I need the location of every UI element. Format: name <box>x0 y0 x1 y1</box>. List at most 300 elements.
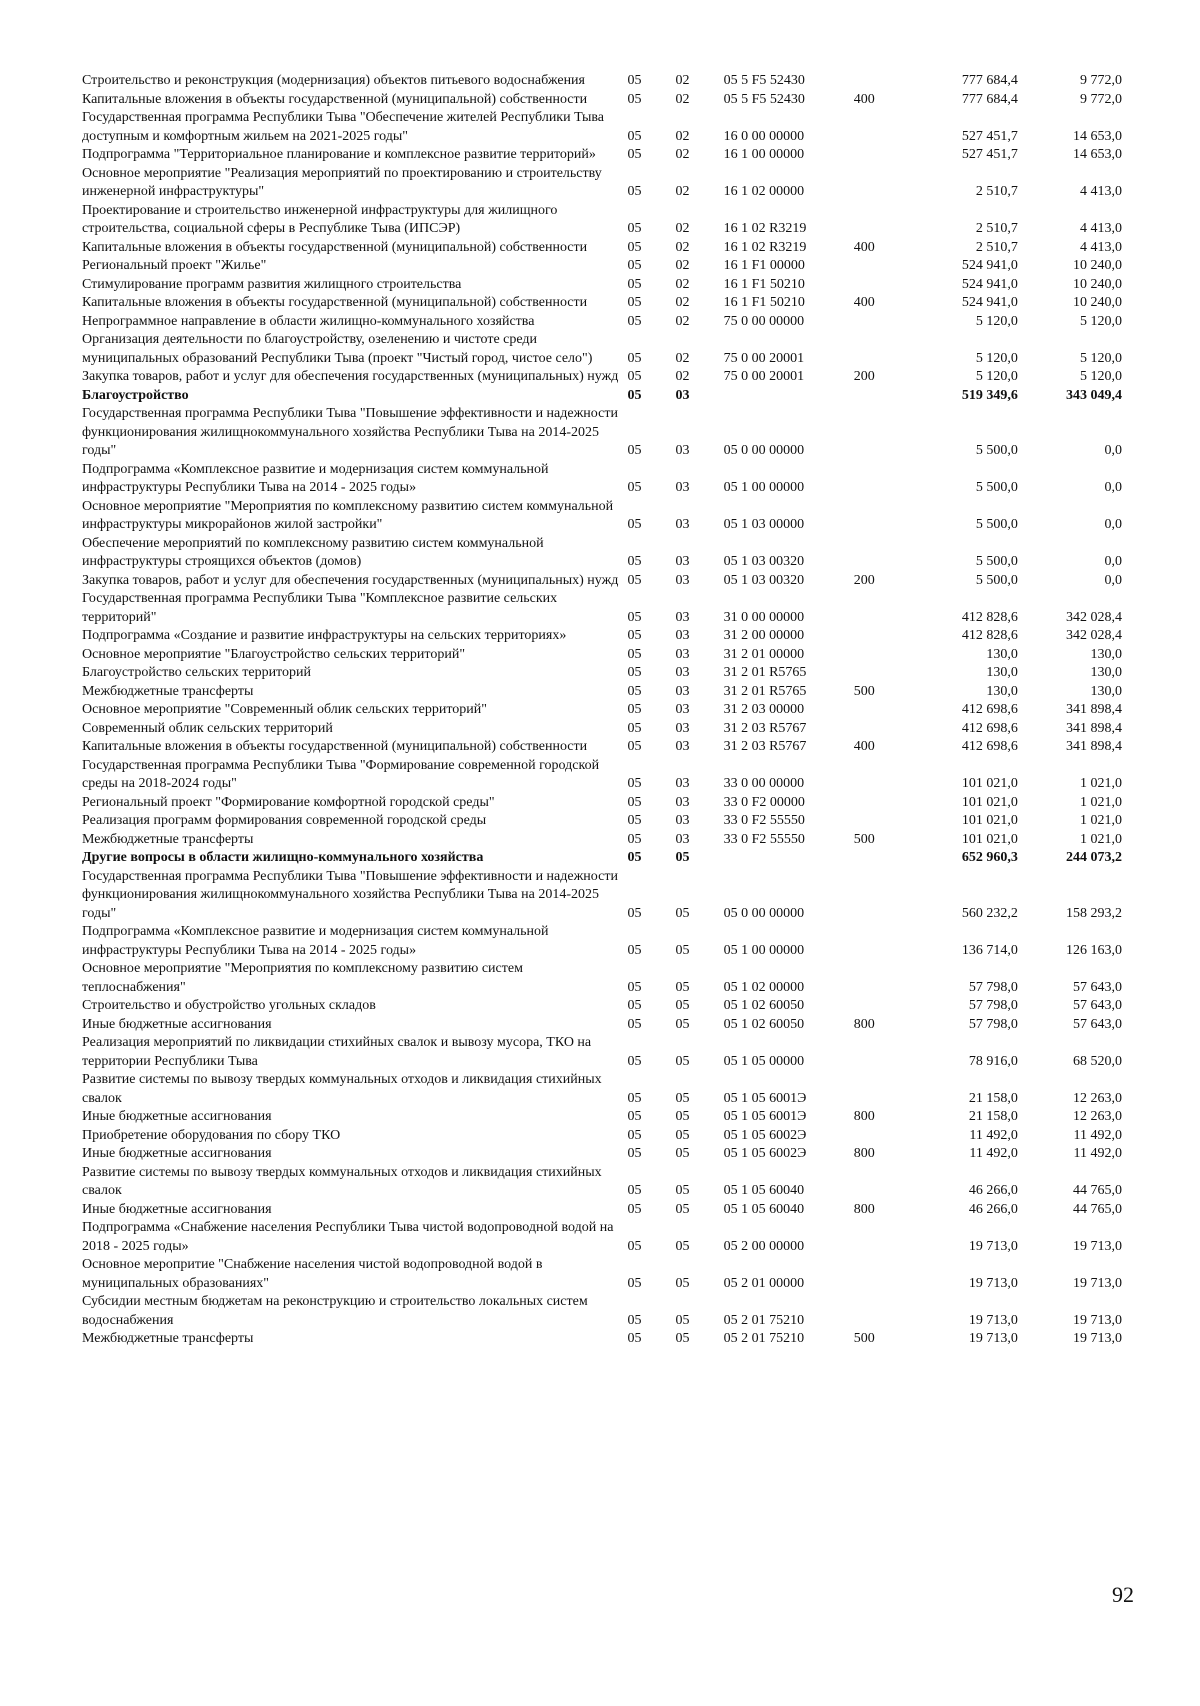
row-section-code: 05 <box>627 1201 642 1217</box>
row-name: Закупка товаров, работ и услуг для обеспечения государственных (муниципальных) нужд <box>82 369 619 384</box>
row-name: Проектирование и строительство инженерной инфраструктуры для жилищного строительства, социальной сферы в Республике Тыва (ИПСЭР) <box>82 202 558 236</box>
budget-table <box>82 72 1122 1349</box>
row-target-article: 05 5 F5 52430 <box>723 73 805 88</box>
row-amount-2: 130,0 <box>1090 683 1122 699</box>
row-subsection-code: 02 <box>675 128 690 144</box>
table-row <box>82 868 1122 924</box>
row-subsection-code: 03 <box>675 776 690 791</box>
row-amount-2: 158 293,2 <box>1066 905 1122 921</box>
row-subsection-code: 02 <box>675 295 690 310</box>
row-section-code: 05 <box>627 1238 642 1254</box>
row-name: Капитальные вложения в объекты государственной (муниципальной) собственности <box>82 295 588 310</box>
row-section-code: 05 <box>627 628 642 643</box>
row-amount-1: 5 500,0 <box>975 480 1018 495</box>
row-subsection-code: 05 <box>675 1053 690 1069</box>
table-row <box>82 1330 1122 1349</box>
row-subsection-code: 03 <box>675 831 690 847</box>
row-target-article: 05 1 05 6002Э <box>723 1127 807 1143</box>
table-row <box>82 720 1122 739</box>
row-amount-1: 101 021,0 <box>961 831 1018 847</box>
row-amount-2: 11 492,0 <box>1073 1127 1122 1143</box>
row-amount-2: 68 520,0 <box>1073 1053 1122 1069</box>
table-row <box>82 202 1122 239</box>
row-amount-2: 11 492,0 <box>1073 1146 1122 1161</box>
row-expense-type: 400 <box>853 91 875 107</box>
row-target-article: 31 2 03 R5767 <box>723 720 807 736</box>
row-name: Иные бюджетные ассигнования <box>82 1146 272 1161</box>
row-name: Межбюджетные трансферты <box>82 1331 254 1346</box>
row-expense-type <box>854 405 914 461</box>
row-subsection-code: 05 <box>675 998 690 1013</box>
row-amount-2: 12 263,0 <box>1073 1090 1122 1106</box>
row-expense-type <box>854 757 914 794</box>
row-section-code: 05 <box>627 720 642 736</box>
row-subsection-code: 02 <box>675 239 690 255</box>
table-row <box>82 960 1122 997</box>
table-row <box>82 1071 1122 1108</box>
row-amount-1: 130,0 <box>986 646 1018 662</box>
row-section-code: 05 <box>627 1331 642 1346</box>
row-name: Развитие системы по вывозу твердых коммунальных отходов и ликвидация стихийных свалок <box>82 1072 602 1106</box>
row-name: Основное мероприятие "Современный облик сельских территорий" <box>82 702 487 717</box>
row-amount-2: 5 120,0 <box>1080 350 1122 366</box>
row-section-code: 05 <box>627 1053 642 1069</box>
row-expense-type <box>854 1256 914 1293</box>
row-amount-2: 57 643,0 <box>1073 1016 1122 1032</box>
row-expense-type <box>854 812 914 831</box>
row-expense-type <box>854 646 914 665</box>
row-target-article: 05 1 05 6001Э <box>723 1109 807 1124</box>
table-row <box>82 849 1122 868</box>
row-expense-type <box>854 165 914 202</box>
row-section-code: 05 <box>627 609 642 625</box>
row-name: Стимулирование программ развития жилищного строительства <box>82 276 462 292</box>
row-amount-1: 5 120,0 <box>975 313 1018 329</box>
row-name: Основное мероприятие "Реализация мероприятий по проектированию и строительству инженерной инфраструктуры" <box>82 165 602 199</box>
row-amount-2: 57 643,0 <box>1073 998 1122 1013</box>
row-target-article: 16 1 02 R3219 <box>723 221 807 236</box>
row-amount-2: 57 643,0 <box>1073 979 1122 995</box>
row-section-code: 05 <box>627 128 642 144</box>
row-expense-type: 800 <box>853 1016 875 1032</box>
row-amount-2: 5 120,0 <box>1080 313 1122 329</box>
row-section-code: 05 <box>627 517 642 532</box>
row-section-code: 05 <box>627 1312 642 1328</box>
row-amount-1: 652 960,3 <box>961 850 1018 865</box>
row-amount-2: 14 653,0 <box>1073 128 1122 144</box>
row-amount-2: 343 049,4 <box>1066 387 1122 403</box>
row-amount-1: 19 713,0 <box>968 1275 1018 1291</box>
row-target-article: 31 2 01 R5765 <box>723 665 807 680</box>
table-row <box>82 831 1122 850</box>
row-section-code: 05 <box>627 313 642 329</box>
table-row <box>82 294 1122 313</box>
row-name: Современный облик сельских территорий <box>82 720 333 736</box>
row-target-article: 05 2 01 75210 <box>723 1331 805 1346</box>
row-expense-type: 800 <box>853 1201 875 1217</box>
row-subsection-code: 05 <box>675 1146 690 1161</box>
row-amount-1: 11 492,0 <box>969 1127 1018 1143</box>
row-amount-2: 19 713,0 <box>1073 1312 1122 1328</box>
row-section-code: 05 <box>627 258 642 273</box>
row-name: Благоустройство сельских территорий <box>82 665 311 680</box>
row-name: Иные бюджетные ассигнования <box>82 1201 272 1217</box>
row-target-article: 05 1 00 00000 <box>723 480 805 495</box>
row-target-article: 16 1 F1 00000 <box>723 258 805 273</box>
row-amount-1: 101 021,0 <box>961 813 1018 828</box>
row-target-article: 33 0 F2 55550 <box>723 813 805 828</box>
table-row <box>82 1108 1122 1127</box>
table-row <box>82 165 1122 202</box>
row-name: Основное мероприятие "Мероприятия по комплексному развитию систем теплоснабжения" <box>82 961 523 995</box>
row-amount-2: 12 263,0 <box>1073 1109 1122 1124</box>
row-amount-1: 101 021,0 <box>961 776 1018 791</box>
row-expense-type <box>854 1071 914 1108</box>
row-expense-type <box>854 794 914 813</box>
row-subsection-code: 03 <box>675 739 690 754</box>
row-section-code: 05 <box>627 665 642 680</box>
row-amount-2: 9 772,0 <box>1080 91 1122 107</box>
row-target-article: 05 2 01 75210 <box>723 1312 805 1328</box>
row-name: Основное меропритие "Снабжение населения чистой водопроводной водой в муниципальных образованиях" <box>82 1257 543 1291</box>
row-section-code: 05 <box>627 998 642 1013</box>
row-section-code: 05 <box>627 73 642 88</box>
row-section-code: 05 <box>627 979 642 995</box>
row-amount-1: 19 713,0 <box>968 1331 1018 1346</box>
row-expense-type <box>854 627 914 646</box>
row-expense-type <box>854 387 914 406</box>
row-subsection-code: 05 <box>675 850 690 865</box>
row-amount-1: 2 510,7 <box>975 221 1018 236</box>
row-subsection-code: 02 <box>675 221 690 236</box>
table-row <box>82 239 1122 258</box>
table-row <box>82 572 1122 591</box>
row-subsection-code: 03 <box>675 387 690 403</box>
table-row <box>82 923 1122 960</box>
row-target-article <box>724 387 854 406</box>
table-row <box>82 1034 1122 1071</box>
table-row <box>82 461 1122 498</box>
row-subsection-code: 05 <box>675 1238 690 1254</box>
table-row <box>82 1201 1122 1220</box>
row-amount-2: 1 021,0 <box>1080 813 1122 828</box>
row-amount-2: 0,0 <box>1104 572 1122 588</box>
row-target-article: 31 2 01 R5765 <box>723 683 807 699</box>
row-expense-type: 800 <box>853 1109 875 1124</box>
row-name: Иные бюджетные ассигнования <box>82 1109 272 1124</box>
row-expense-type: 200 <box>853 572 875 588</box>
row-target-article: 05 0 00 00000 <box>723 905 805 921</box>
row-expense-type <box>854 535 914 572</box>
row-name: Межбюджетные трансферты <box>82 683 254 699</box>
row-amount-2: 44 765,0 <box>1073 1183 1122 1198</box>
row-expense-type <box>854 923 914 960</box>
row-target-article: 16 0 00 00000 <box>723 128 805 144</box>
row-amount-2: 0,0 <box>1104 517 1122 532</box>
row-target-article: 05 1 03 00320 <box>723 572 805 588</box>
table-row <box>82 1293 1122 1330</box>
table-row <box>82 313 1122 332</box>
row-subsection-code: 05 <box>675 1090 690 1106</box>
row-amount-1: 2 510,7 <box>975 239 1018 255</box>
row-amount-1: 5 500,0 <box>975 554 1018 569</box>
row-section-code: 05 <box>627 702 642 717</box>
table-row <box>82 1164 1122 1201</box>
row-name: Капитальные вложения в объекты государственной (муниципальной) собственности <box>82 239 588 255</box>
row-name: Государственная программа Республики Тыва "Обеспечение жителей Республики Тыва доступным и комфортным жильем на 2021-2025 годы" <box>82 110 604 144</box>
row-amount-2: 19 713,0 <box>1073 1275 1122 1291</box>
row-section-code: 05 <box>627 276 642 292</box>
row-amount-2: 341 898,4 <box>1066 702 1122 717</box>
table-row <box>82 1256 1122 1293</box>
row-name: Строительство и обустройство угольных складов <box>82 998 376 1013</box>
row-target-article: 05 1 00 00000 <box>723 942 805 958</box>
table-row <box>82 664 1122 683</box>
row-name: Субсидии местным бюджетам на реконструкцию и строительство локальных систем водоснабжения <box>82 1294 588 1328</box>
row-amount-1: 527 451,7 <box>961 147 1018 162</box>
row-amount-2: 0,0 <box>1104 443 1122 458</box>
row-expense-type <box>854 72 914 91</box>
row-subsection-code: 02 <box>675 258 690 273</box>
row-amount-1: 46 266,0 <box>968 1201 1018 1217</box>
row-subsection-code: 05 <box>675 905 690 921</box>
row-amount-2: 1 021,0 <box>1080 794 1122 810</box>
row-amount-2: 10 240,0 <box>1073 295 1122 310</box>
row-target-article: 31 2 03 00000 <box>723 702 805 717</box>
table-row <box>82 535 1122 572</box>
row-expense-type <box>854 1127 914 1146</box>
table-row <box>82 276 1122 295</box>
row-name: Региональный проект "Формирование комфортной городской среды" <box>82 794 495 810</box>
row-amount-2: 342 028,4 <box>1066 609 1122 625</box>
row-section-code: 05 <box>627 443 642 458</box>
row-section-code: 05 <box>627 942 642 958</box>
row-amount-1: 19 713,0 <box>968 1238 1018 1254</box>
row-subsection-code: 05 <box>675 979 690 995</box>
row-expense-type: 400 <box>853 295 875 310</box>
row-name: Подпрограмма «Комплексное развитие и модернизация систем коммунальной инфраструктуры Республики Тыва на 2014 - 2025 годы» <box>82 461 549 495</box>
budget-table-body <box>82 72 1122 1349</box>
row-section-code: 05 <box>627 350 642 366</box>
row-name: Государственная программа Республики Тыва "Повышение эффективности и надежности функционирования жилищнокоммунального хозяйства Республики Тыва на 2014-2025 годы" <box>82 406 618 458</box>
row-subsection-code: 03 <box>675 517 690 532</box>
table-row <box>82 91 1122 110</box>
row-subsection-code: 02 <box>675 369 690 384</box>
row-name: Капитальные вложения в объекты государственной (муниципальной) собственности <box>82 91 588 107</box>
row-section-code: 05 <box>627 905 642 921</box>
row-name: Организация деятельности по благоустройству, озеленению и чистоте среди муниципальных образований Республики Тыва (проект "Чистый город, чистое село") <box>82 332 593 366</box>
row-target-article: 05 1 05 6001Э <box>723 1090 807 1106</box>
row-subsection-code: 05 <box>675 1127 690 1143</box>
row-name: Государственная программа Республики Тыва "Комплексное развитие сельских территорий" <box>82 591 558 625</box>
row-amount-2: 9 772,0 <box>1080 73 1122 88</box>
row-amount-2: 1 021,0 <box>1080 831 1122 847</box>
row-target-article: 75 0 00 20001 <box>723 369 805 384</box>
row-amount-2: 341 898,4 <box>1066 739 1122 754</box>
row-target-article: 31 2 00 00000 <box>723 628 805 643</box>
row-name: Подпрограмма «Комплексное развитие и модернизация систем коммунальной инфраструктуры Республики Тыва на 2014 - 2025 годы» <box>82 924 549 958</box>
row-section-code: 05 <box>627 776 642 791</box>
row-section-code: 05 <box>627 813 642 828</box>
table-row <box>82 627 1122 646</box>
row-amount-1: 11 492,0 <box>969 1146 1018 1161</box>
row-section-code: 05 <box>627 1127 642 1143</box>
table-row <box>82 683 1122 702</box>
row-subsection-code: 02 <box>675 91 690 107</box>
row-amount-2: 130,0 <box>1090 665 1122 680</box>
row-target-article: 16 1 02 00000 <box>723 184 805 199</box>
row-amount-2: 19 713,0 <box>1073 1331 1122 1346</box>
row-amount-1: 136 714,0 <box>961 942 1018 958</box>
row-section-code: 05 <box>627 91 642 107</box>
row-expense-type <box>854 1034 914 1071</box>
row-expense-type <box>854 109 914 146</box>
row-subsection-code: 03 <box>675 609 690 625</box>
row-amount-2: 0,0 <box>1104 554 1122 569</box>
row-expense-type <box>854 590 914 627</box>
row-subsection-code: 05 <box>675 1016 690 1032</box>
row-target-article <box>724 849 854 868</box>
row-expense-type <box>854 498 914 535</box>
row-subsection-code: 03 <box>675 702 690 717</box>
row-name: Строительство и реконструкция (модернизация) объектов питьевого водоснабжения <box>82 73 585 88</box>
row-amount-1: 5 500,0 <box>975 443 1018 458</box>
row-amount-1: 5 120,0 <box>975 350 1018 366</box>
row-expense-type <box>854 1293 914 1330</box>
row-amount-1: 777 684,4 <box>961 91 1018 107</box>
row-amount-2: 14 653,0 <box>1073 147 1122 162</box>
row-amount-1: 412 698,6 <box>961 720 1018 736</box>
row-amount-2: 4 413,0 <box>1080 184 1122 199</box>
row-amount-1: 5 500,0 <box>975 517 1018 532</box>
row-amount-1: 412 698,6 <box>961 702 1018 717</box>
row-amount-2: 341 898,4 <box>1066 720 1122 736</box>
row-target-article: 05 1 02 60050 <box>723 1016 805 1032</box>
row-section-code: 05 <box>627 794 642 810</box>
row-name: Подпрограмма «Создание и развитие инфраструктуры на сельских территориях» <box>82 628 567 643</box>
row-amount-1: 2 510,7 <box>975 184 1018 199</box>
row-subsection-code: 03 <box>675 665 690 680</box>
row-expense-type <box>854 461 914 498</box>
row-name: Непрограммное направление в области жилищно-коммунального хозяйства <box>82 313 535 329</box>
page-number: 92 <box>1112 1582 1134 1607</box>
table-row <box>82 1145 1122 1164</box>
row-name: Подпрограмма "Территориальное планирование и комплексное развитие территорий» <box>82 147 596 162</box>
row-amount-2: 342 028,4 <box>1066 628 1122 643</box>
table-row <box>82 109 1122 146</box>
row-target-article: 05 1 05 60040 <box>723 1201 805 1217</box>
row-section-code: 05 <box>627 850 642 865</box>
row-section-code: 05 <box>627 147 642 162</box>
row-target-article: 05 1 02 60050 <box>723 998 805 1013</box>
table-row <box>82 405 1122 461</box>
row-amount-2: 4 413,0 <box>1080 239 1122 255</box>
row-section-code: 05 <box>627 1183 642 1198</box>
row-subsection-code: 02 <box>675 184 690 199</box>
row-name: Реализация мероприятий по ликвидации стихийных свалок и вывозу мусора, ТКО на территории Республики Тыва <box>82 1035 592 1069</box>
row-expense-type: 400 <box>853 739 875 754</box>
table-row <box>82 590 1122 627</box>
row-name: Межбюджетные трансферты <box>82 831 254 847</box>
row-expense-type <box>854 849 914 868</box>
row-section-code: 05 <box>627 831 642 847</box>
table-row <box>82 368 1122 387</box>
row-amount-1: 412 828,6 <box>961 628 1018 643</box>
row-section-code: 05 <box>627 480 642 495</box>
row-target-article: 05 2 00 00000 <box>723 1238 805 1254</box>
row-expense-type: 500 <box>853 831 875 847</box>
row-subsection-code: 05 <box>675 1331 690 1346</box>
row-subsection-code: 03 <box>675 572 690 588</box>
row-amount-2: 244 073,2 <box>1066 850 1122 865</box>
row-section-code: 05 <box>627 554 642 569</box>
row-amount-1: 130,0 <box>986 683 1018 699</box>
row-target-article: 33 0 F2 00000 <box>723 794 805 810</box>
row-expense-type <box>854 1219 914 1256</box>
row-name: Обеспечение мероприятий по комплексному развитию систем коммунальной инфраструктуры строящихся объектов (домов) <box>82 535 544 569</box>
row-target-article: 16 1 02 R3219 <box>723 239 807 255</box>
row-section-code: 05 <box>627 1109 642 1124</box>
row-name: Благоустройство <box>82 387 189 403</box>
row-amount-1: 412 698,6 <box>961 739 1018 754</box>
row-name: Развитие системы по вывозу твердых коммунальных отходов и ликвидация стихийных свалок <box>82 1164 602 1198</box>
row-amount-1: 57 798,0 <box>968 979 1018 995</box>
table-row <box>82 1219 1122 1256</box>
row-subsection-code: 02 <box>675 350 690 366</box>
table-row <box>82 757 1122 794</box>
row-name: Подпрограмма «Снабжение населения Республики Тыва чистой водопроводной водой на 2018 - 2025 годы» <box>82 1220 614 1254</box>
row-subsection-code: 03 <box>675 443 690 458</box>
row-subsection-code: 02 <box>675 276 690 292</box>
row-name: Реализация программ формирования современной городской среды <box>82 813 487 828</box>
table-row <box>82 387 1122 406</box>
row-section-code: 05 <box>627 646 642 662</box>
row-amount-1: 46 266,0 <box>968 1183 1018 1198</box>
row-target-article: 05 2 01 00000 <box>723 1275 805 1291</box>
row-section-code: 05 <box>627 1146 642 1161</box>
row-subsection-code: 03 <box>675 646 690 662</box>
table-row <box>82 997 1122 1016</box>
table-row <box>82 146 1122 165</box>
row-expense-type <box>854 1164 914 1201</box>
row-section-code: 05 <box>627 369 642 384</box>
row-expense-type <box>854 664 914 683</box>
row-target-article: 05 1 03 00320 <box>723 554 805 569</box>
row-name: Государственная программа Республики Тыва "Формирование современной городской среды на 2018-2024 годы" <box>82 757 600 791</box>
row-subsection-code: 05 <box>675 1201 690 1217</box>
row-name: Региональный проект "Жилье" <box>82 258 267 273</box>
row-target-article: 05 5 F5 52430 <box>723 91 805 107</box>
row-target-article: 05 1 03 00000 <box>723 517 805 532</box>
table-row <box>82 738 1122 757</box>
row-subsection-code: 03 <box>675 628 690 643</box>
row-subsection-code: 05 <box>675 1183 690 1198</box>
row-amount-1: 130,0 <box>986 665 1018 680</box>
row-target-article: 05 1 05 6002Э <box>723 1146 807 1161</box>
row-section-code: 05 <box>627 295 642 310</box>
table-row <box>82 498 1122 535</box>
row-name: Приобретение оборудования по сбору ТКО <box>82 1127 341 1143</box>
row-target-article: 16 1 00 00000 <box>723 147 805 162</box>
row-name: Основное мероприятие "Благоустройство сельских территорий" <box>82 646 466 662</box>
row-subsection-code: 03 <box>675 554 690 569</box>
row-section-code: 05 <box>627 572 642 588</box>
row-amount-1: 524 941,0 <box>961 258 1018 273</box>
row-expense-type <box>854 720 914 739</box>
row-amount-2: 10 240,0 <box>1073 258 1122 273</box>
row-subsection-code: 03 <box>675 794 690 810</box>
row-amount-1: 101 021,0 <box>961 794 1018 810</box>
